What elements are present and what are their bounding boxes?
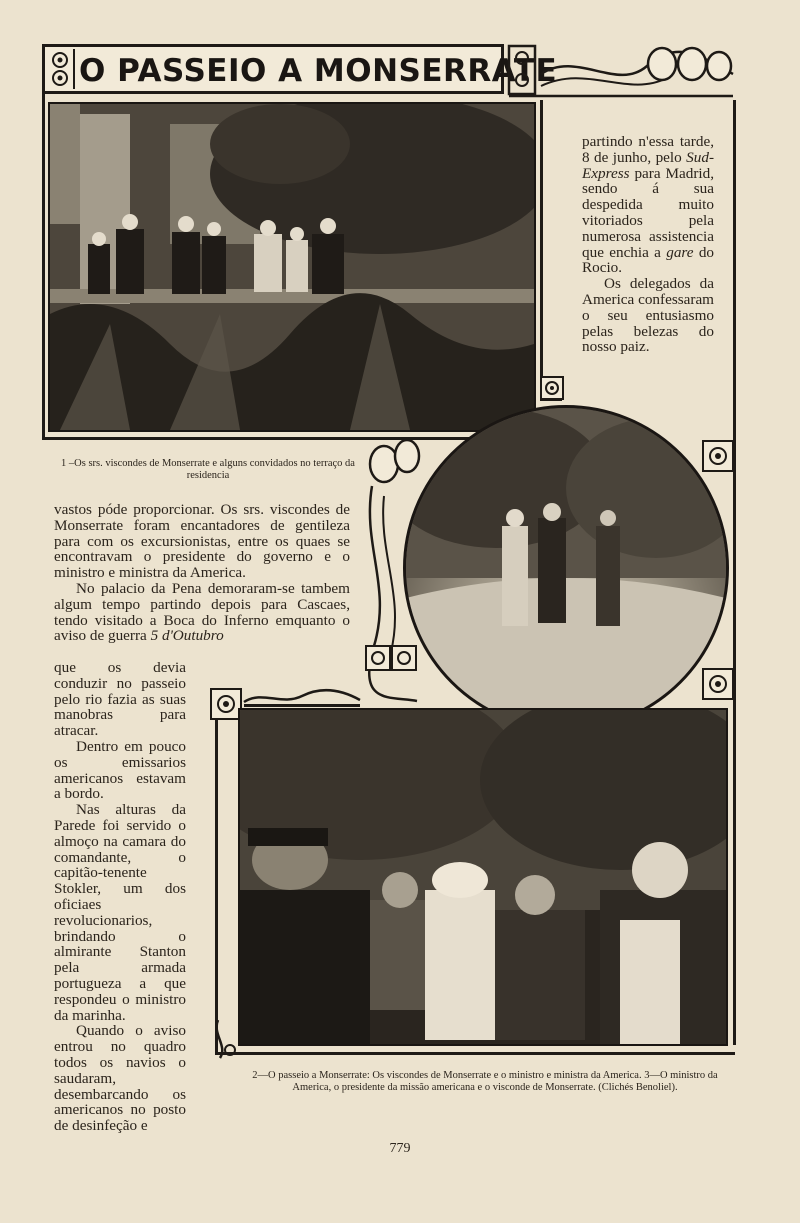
art-nouveau-flower-ornament-icon [507, 44, 735, 100]
photo-walk-circular [403, 405, 729, 731]
photo-carriage [238, 708, 728, 1046]
photo-terrace [48, 102, 536, 432]
paragraph-text: que os devia conduzir no passeio pelo rio fazia as suas manobras para atracar. [54, 659, 186, 740]
photo-caption: 2—O passeio a Monserrate: Os viscondes de Monserrate e o ministro e ministra da America. 3—O ministro da America, o presidente da missão americana e o visconde de Monserrate. (Clichés Benoliel). [252, 1070, 718, 1093]
frame-border [733, 100, 736, 1045]
title-banner [42, 44, 558, 94]
frame-border [215, 690, 218, 1055]
floral-square-ornament-icon [702, 440, 734, 472]
frame-border [42, 94, 45, 439]
paragraph-text: Nas alturas da Parede foi servido o almoço na camara do comandante, o capitão-tenente Stokler, um dos oficiaes revolucionarios, brindando o almirante Stanton pela armada portugueza a que respondeu o ministro da marinha. [54, 801, 186, 1024]
station-term: gare [666, 243, 694, 261]
art-nouveau-flower-ornament-icon [242, 688, 362, 708]
train-name: Sud-Express [582, 148, 714, 182]
page-number: 779 [389, 1141, 411, 1156]
article-text-column [54, 502, 350, 644]
article-title: O PASSEIO A MONSERRATE [79, 53, 558, 89]
floral-square-ornament-icon [540, 376, 564, 400]
paragraph-text: Os delegados da America confessaram o seu entusiasmo pelas belezas do nosso paiz. [582, 275, 714, 356]
article-text-column [582, 134, 714, 355]
paragraph-text: partindo n'essa tarde, 8 de junho, pelo [582, 133, 714, 166]
frame-border [215, 1052, 735, 1055]
paragraph-text: vastos póde proporcionar. Os srs. viscondes de Monserrate foram encantadores de gentileza para com os excursionistas, entre os quaes se encontravam o presidente do governo e o ministro e ministra da America. [54, 501, 350, 582]
paragraph-text: No palacio da Pena demoraram-se tambem algum tempo partindo depois para Cascaes, tendo visitado a Boca do Inferno emquanto o aviso de guerra [54, 579, 350, 645]
photo-caption: 1 –Os srs. viscondes de Monserrate e alguns convidados no terraço da residencia [61, 458, 355, 481]
paragraph-text: Dentro em pouco os emissarios americanos estavam a bordo. [54, 737, 186, 803]
paragraph-text: Quando o aviso entrou no quadro todos os navios o saudaram, desembarcando os americanos no posto de desinfeção e [54, 1022, 186, 1135]
ship-name: 5 d'Outubro [150, 627, 224, 645]
paragraph-text: do Rocio. [582, 243, 715, 277]
frame-border [540, 100, 543, 400]
paragraph-text: para Madrid, sendo á sua despedida muito vitoriados pela numerosa assistencia que enchia a [582, 164, 715, 261]
floral-ornament-icon [47, 49, 75, 89]
floral-square-ornament-icon [702, 668, 734, 700]
art-nouveau-flower-ornament-icon [210, 1020, 240, 1060]
article-text-column [54, 660, 186, 1134]
